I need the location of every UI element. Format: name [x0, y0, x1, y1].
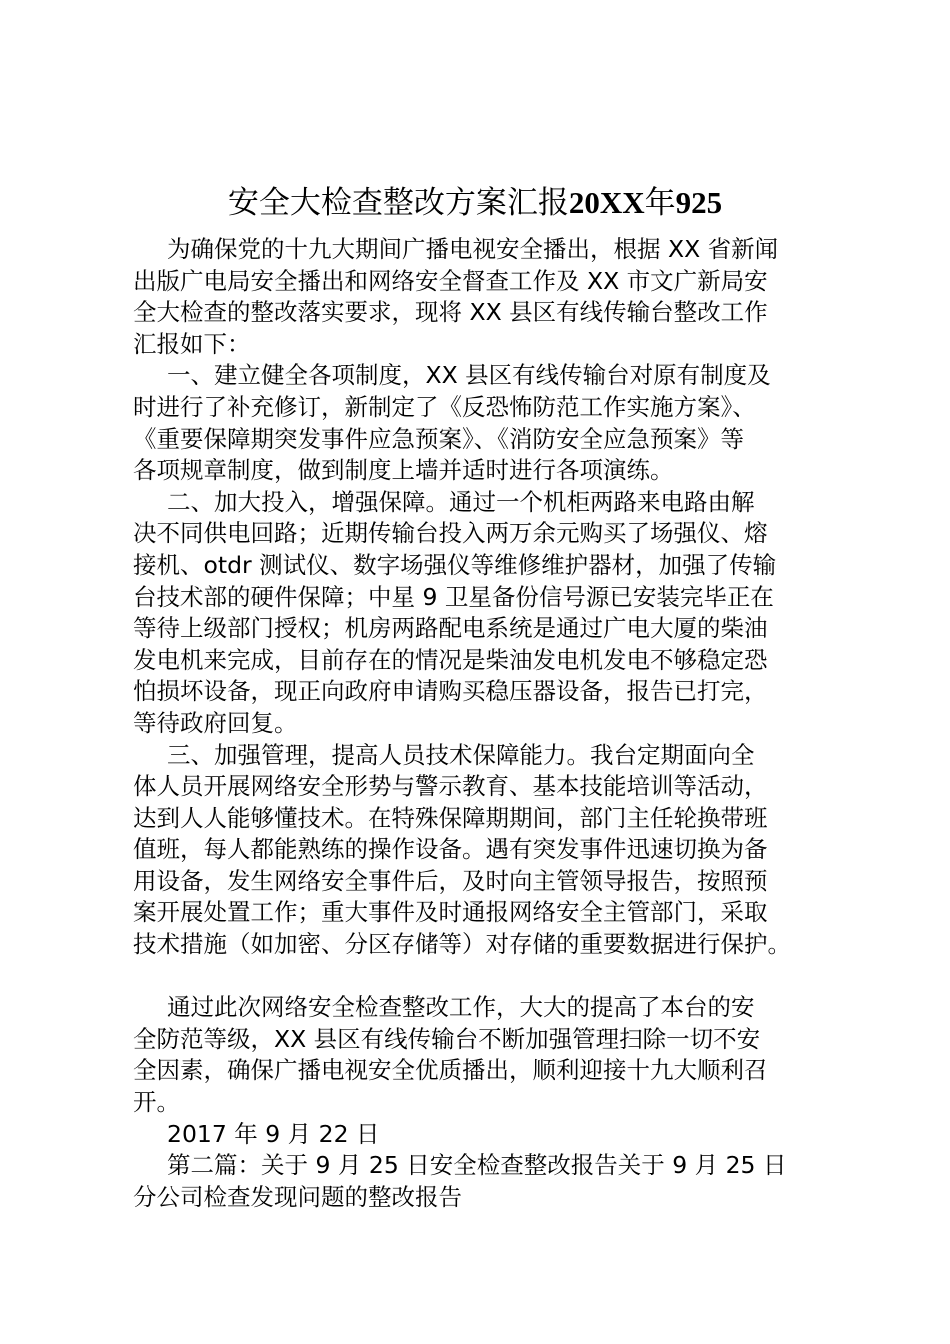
paragraph-line: 为确保党的十九大期间广播电视安全播出，根据 XX 省新闻: [167, 235, 779, 263]
title-year-suffix: 年: [644, 185, 676, 221]
paragraph: [133, 360, 833, 486]
paragraph-line: 等待政府回复。: [133, 708, 298, 737]
paragraph-line: 决不同供电回路；近期传输台投入两万余元购买了场强仪、熔: [133, 519, 768, 548]
paragraph-line: 体人员开展网络安全形势与警示教育、基本技能培训等活动，: [133, 772, 768, 801]
paragraph-line: 等待上级部门授权；机房两路配电系统是通过广电大厦的柴油: [133, 614, 768, 643]
paragraph-line: 分公司检查发现问题的整改报告: [133, 1182, 462, 1211]
paragraph-line: 达到人人能够懂技术。在特殊保障期期间，部门主任轮换带班: [133, 803, 768, 832]
paragraph-line: 二、加大投入，增强保障。通过一个机柜两路来电路由解: [167, 487, 755, 516]
title-year: 20XX: [568, 185, 645, 220]
paragraph-line: 全防范等级，XX 县区有线传输台不断加强管理扫除一切不安: [133, 1024, 761, 1053]
document-title: [0, 183, 950, 223]
paragraph-line: 全因素，确保广播电视安全优质播出，顺利迎接十九大顺利召: [133, 1056, 768, 1085]
paragraph: [133, 487, 833, 740]
paragraph-line: 通过此次网络安全检查整改工作，大大的提高了本台的安: [167, 993, 755, 1022]
paragraph-line: 时进行了补充修订，新制定了《反恐怖防范工作实施方案》、: [133, 392, 756, 421]
paragraph-line: 开。: [133, 1088, 180, 1117]
paragraph-line: 用设备，发生网络安全事件后，及时向主管领导报告，按照预: [133, 866, 768, 895]
paragraph-line: 各项规章制度，做到制度上墙并适时进行各项演练。: [133, 456, 674, 485]
paragraph-line: 台技术部的硬件保障；中星 9 卫星备份信号源已安装完毕正在: [133, 582, 774, 611]
paragraph-line: 《重要保障期突发事件应急预案》、《消防安全应急预案》等: [133, 424, 744, 453]
paragraph-line: 一、建立健全各项制度，XX 县区有线传输台对原有制度及: [167, 361, 771, 390]
paragraph-line: 案开展处置工作；重大事件及时通报网络安全主管部门，采取: [133, 898, 768, 927]
title-text: 安全大检查整改方案汇报: [227, 185, 569, 221]
paragraph-line: 发电机来完成，目前存在的情况是柴油发电机发电不够稳定恐: [133, 645, 768, 674]
title-date: 925: [675, 185, 723, 220]
paragraph: [133, 234, 833, 360]
document-body: [133, 234, 833, 1213]
paragraph-line: 2017 年 9 月 22 日: [167, 1119, 380, 1148]
paragraph-line: 全大检查的整改落实要求，现将 XX 县区有线传输台整改工作: [133, 298, 768, 327]
paragraph-gap: [133, 961, 833, 993]
paragraph-line: 值班，每人都能熟练的操作设备。遇有突发事件迅速切换为备: [133, 835, 768, 864]
paragraph: [133, 1119, 833, 1151]
paragraph: [133, 992, 833, 1118]
paragraph: [133, 1150, 833, 1213]
paragraph-line: 出版广电局安全播出和网络安全督查工作及 XX 市文广新局安: [133, 266, 768, 295]
paragraph-line: 技术措施（如加密、分区存储等）对存储的重要数据进行保护。: [133, 930, 791, 959]
paragraph-line: 接机、otdr 测试仪、数字场强仪等维修维护器材，加强了传输: [133, 550, 777, 579]
paragraph-line: 第二篇：关于 9 月 25 日安全检查整改报告关于 9 月 25 日: [167, 1151, 787, 1180]
paragraph-line: 三、加强管理，提高人员技术保障能力。我台定期面向全: [167, 740, 755, 769]
paragraph-line: 怕损坏设备，现正向政府申请购买稳压器设备，报告已打完，: [133, 677, 768, 706]
paragraph-line: 汇报如下：: [133, 329, 251, 358]
paragraph: [133, 740, 833, 961]
